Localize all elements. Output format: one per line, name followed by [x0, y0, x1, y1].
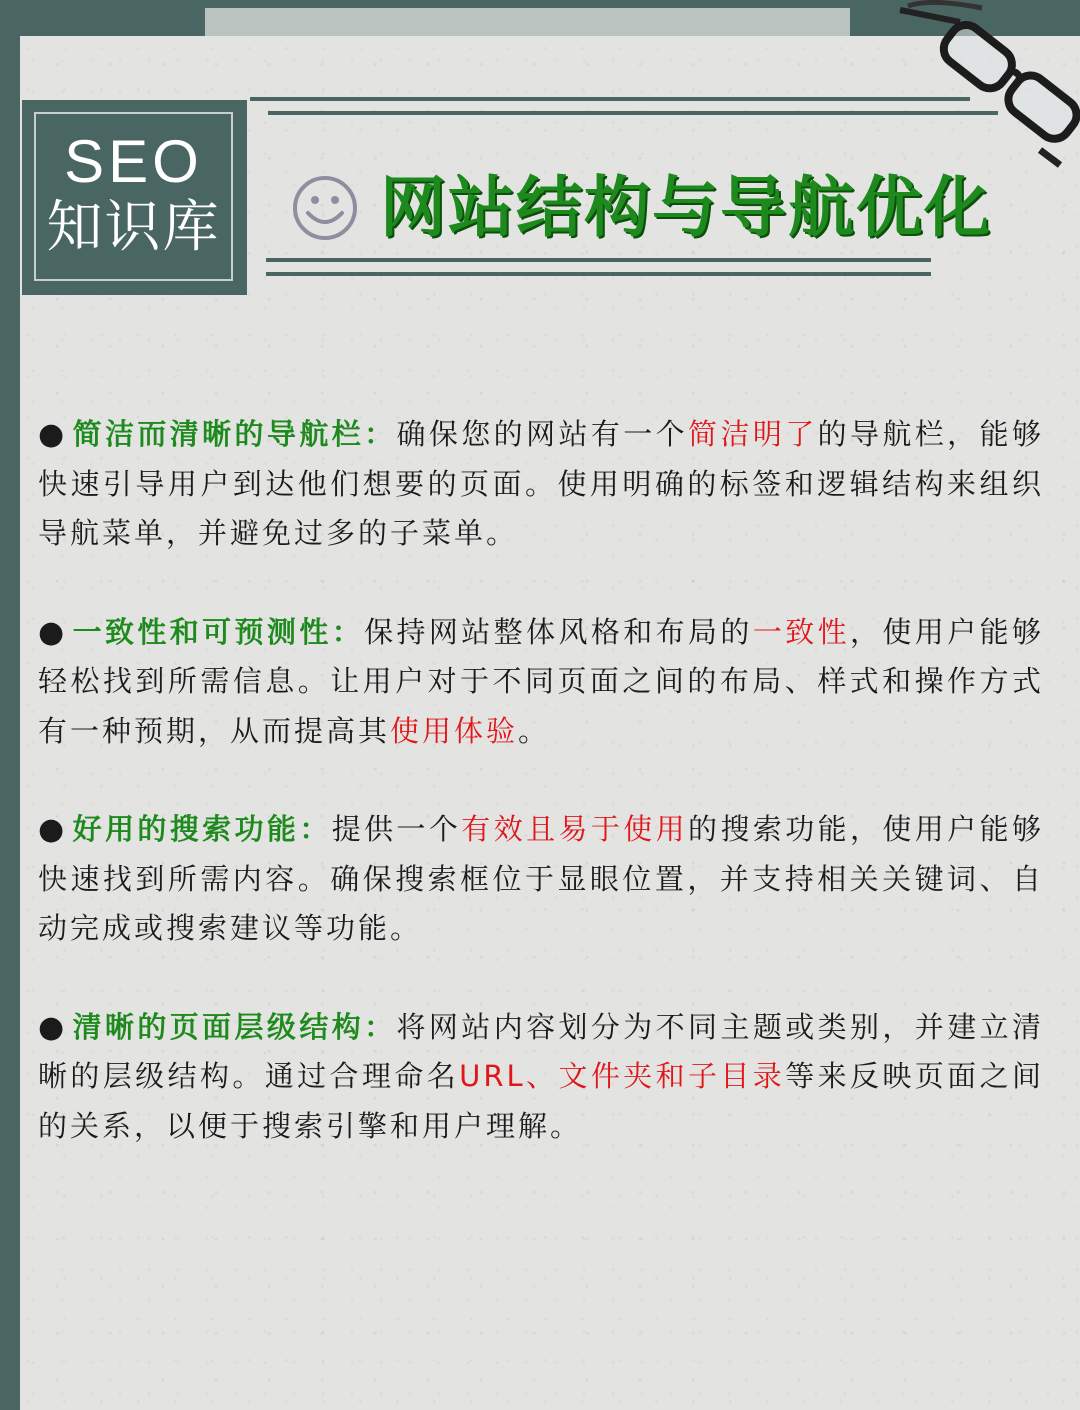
bullet-icon: ●: [38, 1009, 73, 1045]
section-text: 。: [518, 713, 551, 748]
page-title: 网站结构与导航优化: [380, 169, 992, 246]
section-hierarchy: [38, 1003, 1044, 1152]
section-navigation: [38, 410, 1044, 559]
bullet-icon: ●: [38, 417, 73, 452]
badge-seo-text: SEO: [64, 128, 203, 195]
section-lead: 好用的搜索功能：: [72, 812, 332, 846]
title-rule-top-2: [268, 111, 998, 115]
section-text: 保持网站整体风格和布局的: [364, 614, 753, 649]
title-rule-bottom-1: [266, 258, 931, 262]
badge-border: [34, 112, 233, 281]
section-consistency: [38, 608, 1044, 757]
section-search: [38, 805, 1044, 954]
section-text: 的导航栏，能够快速引导用户到达他们想要的页面。使用明确的标签和逻辑结构来组织导航菜单，并避免过多的子菜单。: [38, 417, 1044, 550]
title-rule-bottom-2: [266, 272, 931, 276]
section-lead: 清晰的页面层级结构：: [72, 1009, 397, 1044]
smiley-face-icon: [292, 175, 358, 241]
section-text: 提供一个: [331, 812, 462, 846]
section-highlight: 有效且易于使用: [461, 812, 689, 846]
section-text: 等来反映页面之间的关系，以便于搜索引擎和用户理解。: [38, 1059, 1044, 1143]
section-text: 将网站内容划分为不同主题或类别，并建立清晰的层级结构。通过合理命名: [38, 1009, 1044, 1093]
content-body: [38, 410, 1044, 1200]
section-highlight: 一致性: [752, 614, 850, 649]
section-text: 确保您的网站有一个: [396, 417, 689, 451]
eyeglasses-icon: [890, 0, 1080, 175]
seo-badge: [22, 100, 247, 295]
bullet-icon: ●: [38, 614, 73, 650]
section-highlight: URL、文件夹和子目录: [459, 1059, 786, 1093]
section-highlight: 使用体验: [390, 713, 519, 748]
section-highlight: 简洁明了: [688, 417, 818, 451]
section-lead: 一致性和可预测性：: [72, 614, 365, 649]
section-lead: 简洁而清晰的导航栏：: [72, 417, 397, 451]
bullet-icon: ●: [38, 812, 73, 847]
badge-kb-text: 知识库: [46, 195, 221, 260]
section-text: 的搜索功能，使用户能够快速找到所需内容。确保搜索框位于显眼位置，并支持相关关键词、自动完成或搜索建议等功能。: [38, 812, 1044, 945]
section-text: ，使用户能够轻松找到所需信息。让用户对于不同页面之间的布局、样式和操作方式有一种预期，从而提高其: [38, 614, 1044, 748]
title-rule-top-1: [250, 97, 970, 101]
